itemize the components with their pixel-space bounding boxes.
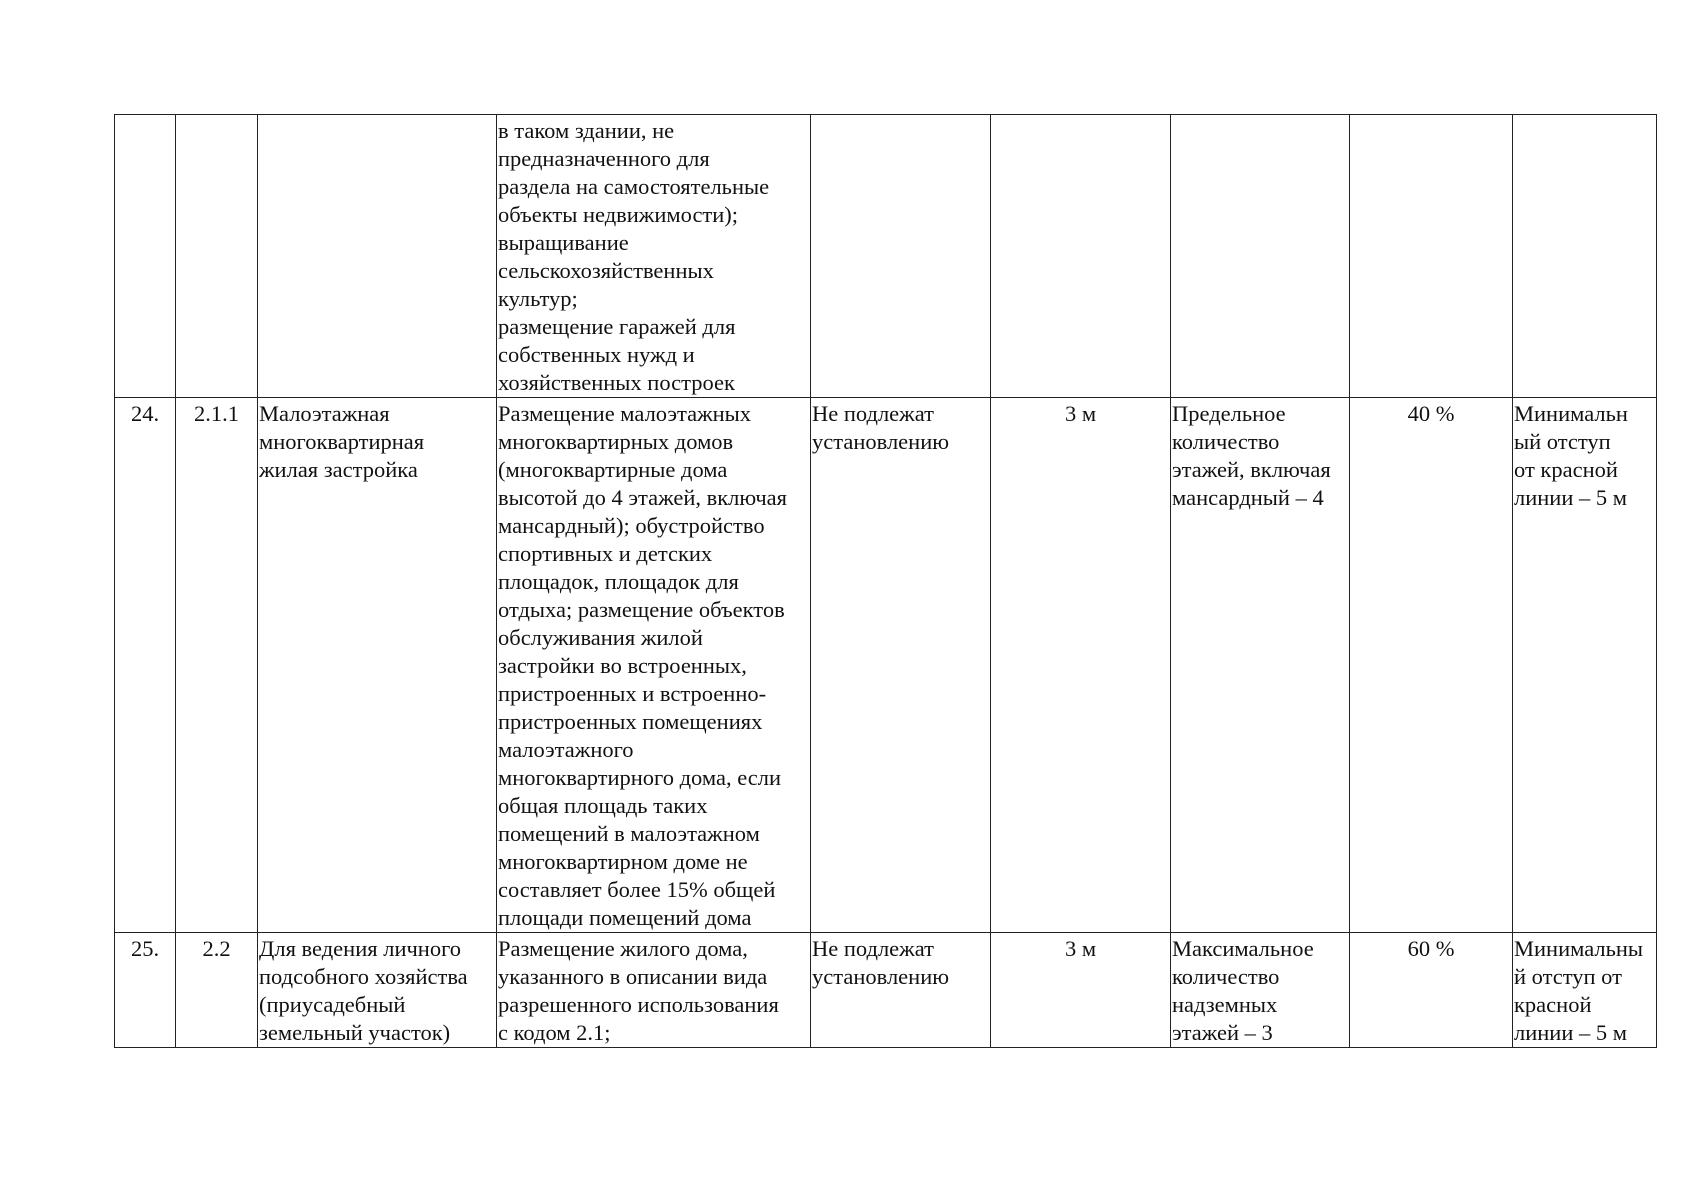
cell-text-line: Минимальн [1514,401,1628,426]
cell-text-line: объекты недвижимости); [498,202,739,227]
cell-text-line: размещение гаражей для [498,314,736,339]
cell-text-line: многоквартирных домов [498,429,734,454]
use-code-cell [176,933,258,1048]
cell-text-line: (многоквартирные дома [498,457,728,482]
cell-text: 2.1.1 [194,401,239,426]
cell-text-line: пристроенных помещениях [498,709,763,734]
max-coverage-cell [1350,933,1513,1048]
row-number-cell [115,115,176,398]
cell-text-line: красной [1514,992,1592,1017]
cell-text-line: Не подлежат [812,936,934,961]
notes-cell [1513,398,1657,933]
cell-text: 40 % [1407,401,1455,426]
max-coverage-cell [1350,115,1513,398]
cell-text-line: спортивных и детских [498,541,713,566]
cell-text-line: Предельное [1172,401,1286,426]
cell-text-line: установлению [812,429,950,454]
cell-text: 60 % [1407,936,1455,961]
table-row [115,398,1657,933]
cell-text-line: этажей, включая [1172,457,1331,482]
use-name-cell [258,398,497,933]
cell-text-line: разрешенного использования [498,992,779,1017]
cell-text-line: от красной [1514,457,1618,482]
min-setback-cell [991,398,1171,933]
cell-text-line: Для ведения личного [259,936,462,961]
cell-text-line: выращивание [498,230,629,255]
cell-text-line: культур; [498,286,578,311]
use-description-cell [497,933,811,1048]
cell-text-line: общая площадь таких [498,793,708,818]
cell-text-line: помещений в малоэтажном [498,821,760,846]
cell-text-line: обслуживания жилой [498,625,703,650]
row-number-cell [115,398,176,933]
cell-text-line: подсобного хозяйства [259,964,468,989]
cell-text: 25. [130,936,160,961]
cell-text-line: многоквартирного дома, если [498,765,781,790]
cell-text-line: мансардный – 4 [1172,485,1324,510]
plot-area-limits-cell [811,398,991,933]
cell-text-line: этажей – 3 [1172,1020,1273,1045]
cell-text-line: линии – 5 м [1514,1020,1628,1045]
cell-text-line: Максимальное [1172,936,1314,961]
cell-text-line: раздела на самостоятельные [498,174,770,199]
table-row [115,933,1657,1048]
floors-limit-cell [1171,115,1350,398]
max-coverage-cell [1350,398,1513,933]
cell-text-line: Минимальны [1514,936,1644,961]
cell-text-line: сельскохозяйственных [498,258,714,283]
document-page [114,114,1656,1048]
cell-text-line: Размещение жилого дома, [498,936,748,961]
row-number-cell [115,933,176,1048]
table-body [115,115,1657,1048]
cell-text-line: собственных нужд и [498,342,695,367]
cell-text-line: застройки во встроенных, [498,653,747,678]
cell-text-line: малоэтажного [498,737,634,762]
cell-text-line: й отступ от [1514,964,1622,989]
use-code-cell [176,398,258,933]
floors-limit-cell [1171,933,1350,1048]
cell-text-line: ый отступ [1514,429,1611,454]
cell-text-line: Малоэтажная [259,401,390,426]
min-setback-cell [991,933,1171,1048]
cell-text-line: в таком здании, не [498,118,675,143]
cell-text-line: Не подлежат [812,401,934,426]
cell-text-line: количество [1172,429,1280,454]
cell-text-line: линии – 5 м [1514,485,1628,510]
use-description-cell [497,398,811,933]
cell-text-line: установлению [812,964,950,989]
cell-text-line: пристроенных и встроенно- [498,681,767,706]
use-description-cell [497,115,811,398]
cell-text-line: жилая застройка [259,457,418,482]
use-name-cell [258,933,497,1048]
cell-text-line: предназначенного для [498,146,710,171]
cell-text: 3 м [1064,936,1097,961]
floors-limit-cell [1171,398,1350,933]
use-name-cell [258,115,497,398]
cell-text-line: количество [1172,964,1280,989]
cell-text-line: многоквартирная [259,429,425,454]
cell-text: 3 м [1064,401,1097,426]
cell-text-line: мансардный); обустройство [498,513,765,538]
cell-text-line: (приусадебный [259,992,406,1017]
cell-text-line: указанного в описании вида [498,964,768,989]
notes-cell [1513,933,1657,1048]
notes-cell [1513,115,1657,398]
plot-area-limits-cell [811,115,991,398]
cell-text-line: надземных [1172,992,1278,1017]
use-code-cell [176,115,258,398]
cell-text-line: отдыха; размещение объектов [498,597,785,622]
cell-text-line: площадок, площадок для [498,569,739,594]
cell-text-line: с кодом 2.1; [498,1020,611,1045]
cell-text-line: Размещение малоэтажных [498,401,752,426]
cell-text: 2.2 [202,936,231,961]
cell-text: 24. [130,401,160,426]
min-setback-cell [991,115,1171,398]
cell-text-line: площади помещений дома [498,905,752,930]
cell-text-line: земельный участок) [259,1020,451,1045]
cell-text-line: высотой до 4 этажей, включая [498,485,787,510]
cell-text-line: многоквартирном доме не [498,849,748,874]
plot-area-limits-cell [811,933,991,1048]
cell-text-line: хозяйственных построек [498,370,735,395]
table-row [115,115,1657,398]
zoning-regulations-table [114,114,1657,1048]
cell-text-line: составляет более 15% общей [498,877,776,902]
